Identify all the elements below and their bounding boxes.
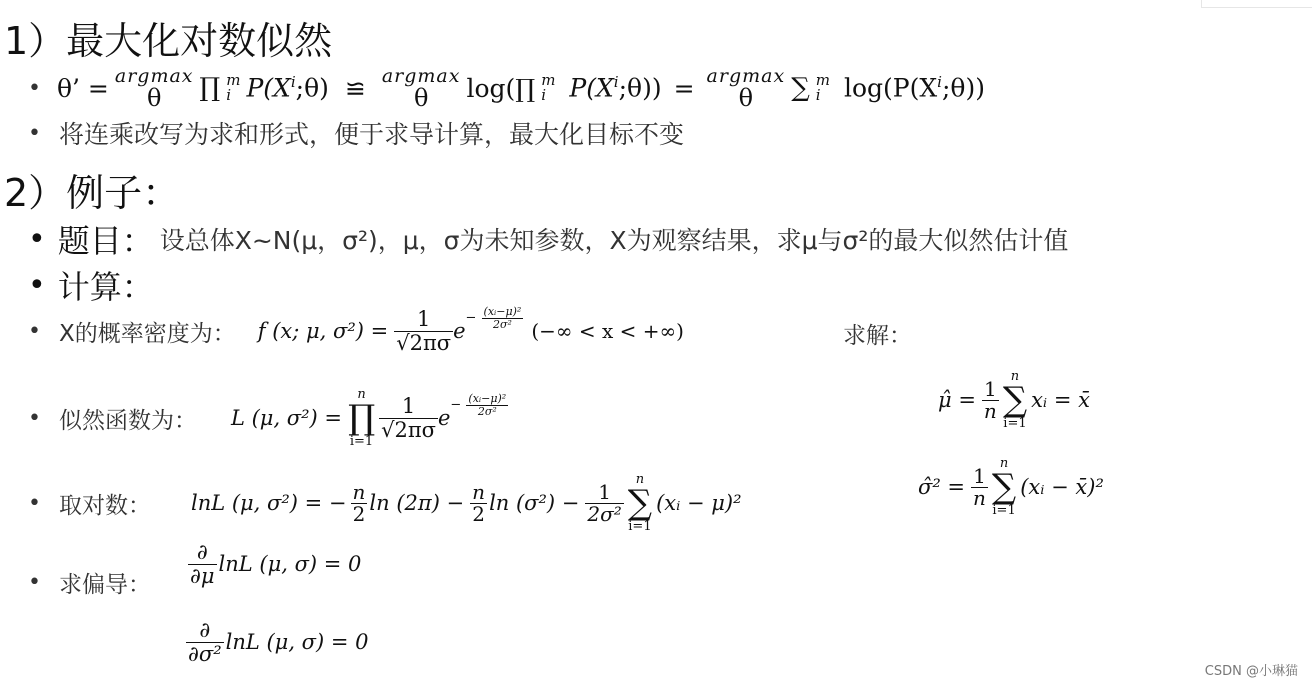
sigma-hat-lhs: σ̂² = [918, 475, 966, 499]
derivative-label: 求偏导： [58, 571, 151, 598]
log-frac-1: $\frac{n}{2}$ [352, 479, 366, 526]
note-text: 将连乘改写为求和形式，便于求导计算，最大化目标不变 [58, 120, 684, 149]
argmax-operator-3: argmax θ [706, 64, 786, 112]
log-term-1: ln (2π) − [369, 491, 465, 515]
section1-title: 1）最大化对数似然 [4, 19, 333, 63]
mu-hat-sum: n ∑ i=1 [1002, 369, 1028, 431]
likelihood-lhs: L (μ, σ²) = [230, 406, 343, 430]
mu-hat-rhs: xᵢ = x̄ [1031, 388, 1090, 412]
likelihood-row [28, 384, 508, 452]
exp-base: e [437, 406, 451, 430]
bullet: • [28, 490, 41, 516]
derivative-sigma [186, 612, 369, 672]
bullet: • [28, 221, 46, 257]
derivative-mu-rest: lnL (μ, σ) = 0 [218, 552, 362, 576]
sum-limits: m i [815, 71, 830, 104]
bullet: • [28, 318, 41, 344]
derivative-mu [188, 534, 361, 594]
bullet: • [28, 75, 41, 101]
density-lhs: f (x; μ, σ²) = [257, 319, 389, 343]
product-limits-2: m i [541, 71, 556, 104]
product-symbol: ∏ [199, 73, 221, 103]
mu-hat-lhs: μ̂ = [938, 388, 976, 412]
bullet: • [28, 569, 41, 595]
argmax-operator-2: argmax θ [381, 64, 461, 112]
product-limits: m i [226, 71, 241, 104]
sigma-hat-fraction: $\frac{1}{n}$ [973, 463, 986, 510]
sigma-hat-sum: n ∑ i=1 [991, 456, 1017, 518]
density-label: X的概率密度为： [58, 320, 236, 347]
partial-mu-fraction: $\frac{\partial}{\partial\mu}$ [190, 540, 215, 588]
log-product: log(∏ [466, 73, 536, 103]
problem-label: 题目： [57, 222, 154, 260]
mu-hat-formula [938, 366, 1090, 434]
bullet: • [28, 267, 46, 303]
density-range: (−∞ < x < +∞) [531, 319, 684, 343]
derivative-sigma-rest: lnL (μ, σ) = 0 [225, 630, 369, 654]
equals-symbol: = [673, 73, 695, 103]
likelihood-label: 似然函数为： [58, 407, 197, 434]
problem-text: 设总体X~N(μ，σ²)，μ，σ为未知参数，X为观察结果，求μ与σ²的最大似然估计值 [159, 226, 1069, 255]
bullet: • [28, 405, 41, 431]
likelihood-fraction: $\frac{1}{√2\pi\sigma}$ [381, 394, 436, 442]
theta-prime-label: θ’ = [56, 73, 109, 103]
bullet: • [28, 120, 41, 146]
partial-sigma-fraction: $\frac{\partial}{\text{∂σ²}}$ [188, 618, 222, 666]
log-sum: n ∑ i=1 [627, 472, 653, 534]
likelihood-product: n ∏ i=1 [348, 387, 376, 449]
derivative-row [28, 536, 151, 628]
calc-row [28, 262, 154, 308]
log-term-3: (xᵢ − μ)² [656, 491, 742, 515]
log-term-2: ln (σ²) − [489, 491, 580, 515]
log-frac-2: $\frac{n}{2}$ [472, 479, 486, 526]
note-row [28, 115, 684, 151]
sum-symbol: ∑ [791, 73, 810, 103]
section2-title: 2）例子： [4, 171, 181, 215]
argmax-operator: argmax θ [114, 64, 194, 112]
exp-base: e [453, 319, 466, 343]
p-of-x: P(X [246, 73, 291, 103]
watermark: CSDN @小琳猫 [1204, 664, 1298, 679]
solve-label: 求解： [843, 323, 912, 349]
problem-row [28, 216, 1068, 262]
mu-hat-fraction: $\frac{1}{n}$ [983, 376, 997, 423]
log-label: 取对数： [58, 492, 151, 519]
density-exponent: − $\frac{\text{(xᵢ−μ)²}}{\text{2σ²}}$ [465, 304, 522, 331]
log-row [28, 468, 742, 538]
approx-symbol: ≌ [344, 73, 366, 103]
density-fraction: $\frac{1}{√2\pi\sigma}$ [396, 307, 452, 355]
formula-argmax-row: • θ’ = argmax θ ∏ m i $P(X^i;\theta)$ ≌ argmax θ log(∏ m i $P(X^i;\theta)$) = argmax θ ∑ m i $\log(P(X^i;\theta))$ [28, 64, 985, 112]
calc-label: 计算： [57, 268, 154, 306]
sigma-hat-formula [918, 452, 1104, 522]
likelihood-exponent: − $\frac{\text{(xᵢ−μ)²}}{\text{2σ²}}$ [450, 391, 507, 418]
log-lhs: lnL (μ, σ²) = − [190, 491, 347, 515]
log-frac-3: $\frac{1}{\text{2σ²}}$ [587, 479, 622, 526]
sigma-hat-rhs: (xᵢ − x̄)² [1020, 475, 1104, 499]
top-right-frame [1201, 0, 1312, 8]
density-row [28, 303, 684, 359]
